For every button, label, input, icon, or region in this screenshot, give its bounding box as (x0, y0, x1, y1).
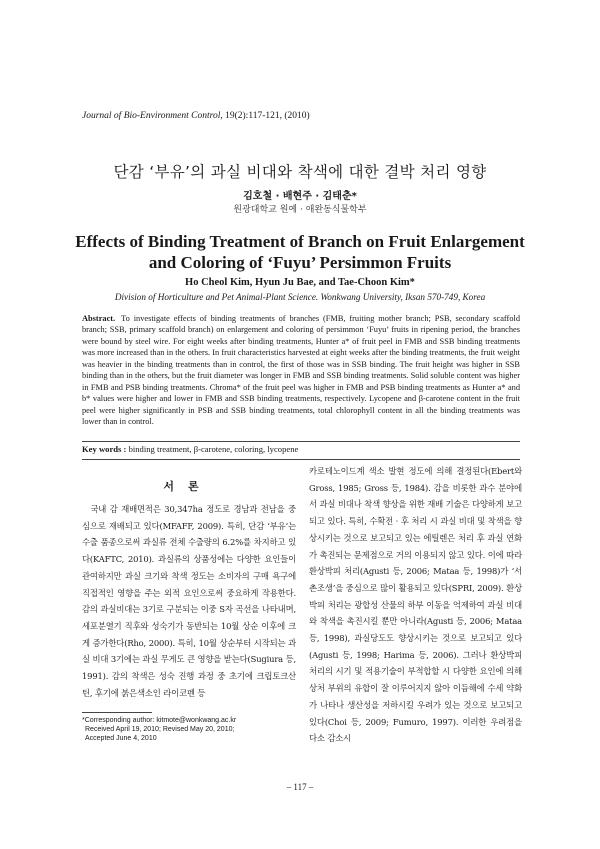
korean-affiliation: 원광대학교 원예 · 애완동식물학부 (233, 205, 367, 215)
keywords (82, 444, 520, 454)
korean-authors: 김호철 · 배현주 · 김태춘* (243, 191, 357, 202)
journal-name: Journal of Bio-Environment Control, (82, 111, 223, 121)
korean-title: 단감 ‘부유’의 과실 비대와 착색에 대한 결박 처리 영향 (113, 163, 487, 181)
body-column-left: 국내 감 재배면적은 30,347ha 정도로 경남과 전남을 중심으로 재배되고 있다(MFAFF, 2009). 특히, 단감 ‘부유’는 수출 품종으로써 과실류 전체 수출량의 6.2%를 차지하고 있다(KAFTC, 2010). 과실류의 상품성에는 다양한 요인들이 관여하지만 과실 크기와 착색 정도는 소비자의 구매 욕구에 직접적인 영향을 주는 외적 요인으로써 중요하게 작용한다. 감의 과실비대는 3기로 구분되는 이중 S자 곡선을 나타내며, 세포분열기 직후와 성숙기가 동반되는 10월 상순 이후에 크게 증가한다(Rho, 2000). 특히, 10월 상순부터 시작되는 과실 비대 3기에는 과실 무게도 큰 영향을 받는다(Sugiura 등, 1991). 감의 착색은 성숙 진행 과정 중 초기에 크립토크산틴, 후기에 붉은색소인 라이코펜 등 (82, 504, 296, 698)
journal-citation (82, 111, 522, 121)
keywords-text: binding treatment, β-carotene, coloring, lycopene (128, 444, 299, 454)
accepted-date: Accepted June 4, 2010 (85, 735, 157, 742)
abstract-label: Abstract. (82, 314, 116, 323)
received-date: Received April 19, 2010; Revised May 20, 2010; (85, 726, 235, 733)
english-affiliation: Division of Horticulture and Pet Animal-Plant Science. Wonkwang University, Iksan 570-749, Korea (114, 292, 486, 302)
english-authors: Ho Cheol Kim, Hyun Ju Bae, and Tae-Choon Kim* (185, 277, 415, 288)
section-heading-introduction: 서론 (163, 480, 213, 493)
keywords-bottom-rule (82, 459, 520, 460)
abstract-text: To investigate effects of binding treatments of branches (FMB, fruiting mother branch; PSB, secondary scaffold branch; SSB, primary scaffold branch) on enlargement and coloring of persimmon ‘Fuyu’ fruits in ripening period, the branches were bound by steel wire. For eight weeks after binding treatments, Hunter a* of fruit peel in FMB and SSB binding treatments was more increased than in the others. In fruit characteristics harvested at eight weeks after the binding treatments, the fruit weight was heavier in the binding treatments than in control, the first of those was in SSB binding. The fruit height was higher in SSB binding than in the others, but the fruit diameter was longer in FMB and SSB binding treatments. Solid soluble content was higher in FMB and PSB binding treatments. Chroma* of the fruit peel was higher in FMB and PSB binding treatments as Hunter a* and b* values were higher and lower in FMB and SSB binding treatments, respectively. Lycopene and β-carotene content in the fruit peel were higher significantly in PSB and SSB binding treatments, total chlorophyll content in all the binding treatments was lower than in control. (82, 314, 520, 427)
page-number: – 117 – (286, 782, 314, 792)
footnote (82, 716, 296, 743)
keywords-top-rule (82, 441, 520, 442)
footnote-rule (82, 712, 152, 713)
body-column-right: 카로테노이드계 색소 발현 정도에 의해 결정된다(Ebert와 Gross, 1985; Gross 등, 1984). 감을 비롯한 과수 분야에서 과실 비대나 착색 향상을 위한 재배 기술은 다양하게 보고되고 있다. 특히, 수확전 · 후 처리 시 과실 비대 및 착색을 향상시키는 것으로 보고되고 있는 에틸렌은 처리 후 과실 연화가 촉진되는 문제점으로 거의 이용되지 않고 있다. 이에 따라 환상박피 처리(Agusti 등, 2006; Mataa 등, 1998)가 ‘서촌조생’을 중심으로 많이 활용되고 있다(SPRI, 2009). 환상박피 처리는 광합성 산물의 하부 이동을 억제하여 과실 비대와 착색을 촉진시킬 뿐만 아니라(Agusti 등, 2006; Mataa 등, 1998), 과실당도도 향상시키는 것으로 보고되고 있다(Agusti 등, 1998; Harima 등, 2006). 그러나 환상박피 처리의 시기 및 적용기술이 부적합할 시 다양한 요인에 의해 상처 부위의 유합이 잘 이루어지지 않아 이듬해에 수세 약화가 나타나 생산성을 저하시킬 우려가 있는 것으로 보고되고 있다(Choi 등, 2009; Fumuro, 1997). 이러한 우려점을 다소 감소시 (309, 466, 522, 744)
corresponding-author: *Corresponding author: kitmote@wonkwang.ac.kr (82, 717, 237, 724)
keywords-label: Key words : (82, 444, 127, 454)
english-title: Effects of Binding Treatment of Branch on Fruit Enlargement and Coloring of ‘Fuyu’ Persimmon Fruits (75, 232, 525, 272)
abstract (82, 313, 520, 428)
journal-volume: 19(2):117-121, (2010) (225, 111, 310, 121)
